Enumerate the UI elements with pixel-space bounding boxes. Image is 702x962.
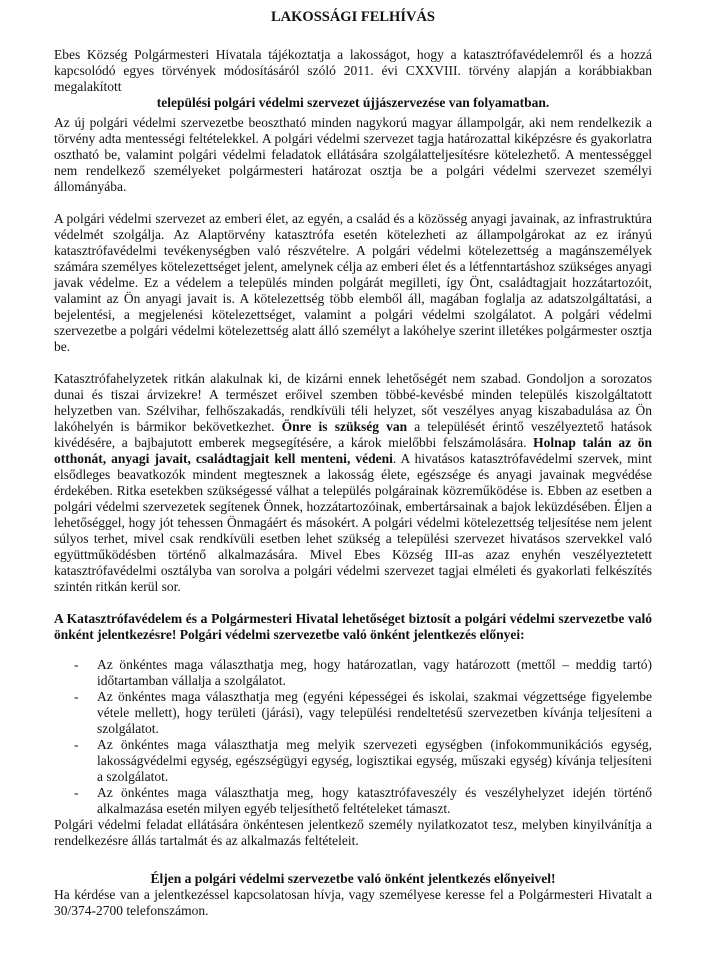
volunteer-call-paragraph: A Katasztrófavédelem és a Polgármesteri Hivatal lehetőséget biztosít a polgári védelmi szervezetbe való önként jelentkezésre! Polgári védelmi szervezetbe való önként jelentkezés előnyei: <box>54 611 652 642</box>
document-title: LAKOSSÁGI FELHÍVÁS <box>271 9 435 25</box>
list-item: - Az önkéntes maga választhatja meg, hogy határozatlan, vagy határozott (mettől – meddig tartó) időtartamban vállalja a szolgálatot. <box>54 657 652 689</box>
list-item: - Az önkéntes maga választhatja meg (egyéni képességei és iskolai, szakmai végzettsége figyelembe vétele mellett), hogy területi (járási), vagy települési rendeltetésű szervezetben kívánja teljesíteni a szolgálatot. <box>54 689 652 737</box>
paragraph-text: Katasztrófahelyzetek ritkán alakulnak ki, de kizárni ennek lehetőségét nem szabad. Gondoljon a sorozatos dunai és tiszai árvizekre! A természet erőivel szemben többé-kevésbé minden település kiszolgáltatott helyzetben van. Szélvihar, felhőszakadás, rendkívüli téli helyzet, sőt veszélyes anyag kiszabadulása az Ön lakóhelyén is bármikor bekövetkezhet. <box>54 371 652 434</box>
contact-paragraph: Ha kérdése van a jelentkezéssel kapcsolatosan hívja, vagy személyese keresse fel a Polgármesteri Hivatalt a 30/374-2700 telefonszámon. <box>54 887 652 918</box>
paragraph-text: a települését érintő veszélyeztető hatások kivédésére, a bajbajutott emberek megsegítésére, a károk mielőbbi felszámolására. <box>54 419 653 450</box>
paragraph-membership: Az új polgári védelmi szervezetbe beosztható minden nagykorú magyar állampolgár, aki nem rendelkezik a törvény adta mentességi feltételekkel. A polgári védelmi szervezet tagja határozattal kiképzésre és gyakorlatra osztható be, valamint polgári védelmi feladatok ellátására szolgálatteljesítésre kötelezhető. A mentességgel nem rendelkező személyeket polgármesteri határozat osztja be a polgári védelmi szervezet személyi állományába. <box>54 115 652 194</box>
emphasis-tomorrow: Holnap talán az ön otthonát, anyagi javait, családtagjait kell menteni, védeni <box>54 435 653 466</box>
intro-highlight: települési polgári védelmi szervezet újjászervezése van folyamatban. <box>156 95 550 110</box>
paragraph-text: . A hivatásos katasztrófavédelmi szervek, mint elsődleges beavatkozók mindent megtesznek a lakosság élete, egészsége és anyagi javainak megvédése érdekében. Ritka esetekben szükségessé válhat a település polgárainak közreműködése is. Ebben az esetben a polgári védelmi szervezetek segítenek Önnek, hozzátartozóinak, embertársainak a bajok leküzdésében. Éljen a lehetőséggel, hogy jót tehessen Önmagáért és másokért. A polgári védelmi kötelezettség teljesítése nem jelent súlyos terhet, mivel csak rendkívüli esetben lehet szükség a települési szervezet hivatásos szervekkel való együttműködésben történő alkalmazására. Mivel Ebes Község III-as azaz enyhén veszélyeztetett katasztrófavédelmi osztályba van sorolva a polgári védelmi szervezet tagjai elméleti és gyakorlati felkészítés szintén ritkán kerül sor. <box>54 451 652 594</box>
list-item: - Az önkéntes maga választhatja meg, hogy katasztrófaveszély és veszélyhelyzet idején történő alkalmazása esetén milyen egyéb teljesíthető feltételeket támaszt. <box>54 785 652 817</box>
paragraph-civil-protection-duty: A polgári védelmi szervezet az emberi élet, az egyén, a család és a közösség anyagi javainak, az infrastruktúra védelmét szolgálja. Az Alaptörvény katasztrófa esetén kötelezheti az állampolgárokat az ez irányú katasztrófavédelmi tevékenységben való részvételre. A polgári védelmi kötelezettség a magánszemélyek számára személyes kötelezettséget jelent, amelynek célja az emberi élet és a létfenntartáshoz szükséges anyagi javak védelme. Ez a védelem a település minden polgárát megilleti, így Önt, családtagjait hozzátartozóit, valamint az Ön anyagi javait is. A kötelezettség több elemből áll, magában foglalja az adatszolgáltatási, a bejelentési, a megjelenési kötelezettséget, valamint a polgári védelmi szolgálatot. A polgári védelmi szervezetbe a polgári védelmi kötelezettség alatt álló személyt a lakóhelye szerint illetékes polgármester osztja be. <box>54 211 652 354</box>
declaration-paragraph: Polgári védelmi feladat ellátására önkéntesen jelentkező személy nyilatkozatot tesz, melyben kinyilvánítja a rendelkezésre állás tartalmát és az alkalmazás feltételeit. <box>54 817 652 848</box>
emphasis-you-are-needed: Önre is szükség van <box>281 419 408 434</box>
list-item: - Az önkéntes maga választhatja meg melyik szervezeti egységben (infokommunikációs egység, lakosságvédelmi egység, egészségügyi egység, logisztikai egység, műszaki egység) kívánja teljesíteni a szolgálatot. <box>54 737 652 785</box>
benefits-list <box>54 657 652 817</box>
closing-title: Éljen a polgári védelmi szervezetbe való önként jelentkezés előnyeivel! <box>150 871 556 886</box>
intro-paragraph: Ebes Község Polgármesteri Hivatala tájékoztatja a lakosságot, hogy a katasztrófavédelemről és a hozzá kapcsolódó egyes törvények módosításáról szóló 2011. évi CXXVIII. törvény alapján a korábbiakban megalakított <box>54 47 652 94</box>
paragraph-disaster-situations <box>54 371 652 595</box>
